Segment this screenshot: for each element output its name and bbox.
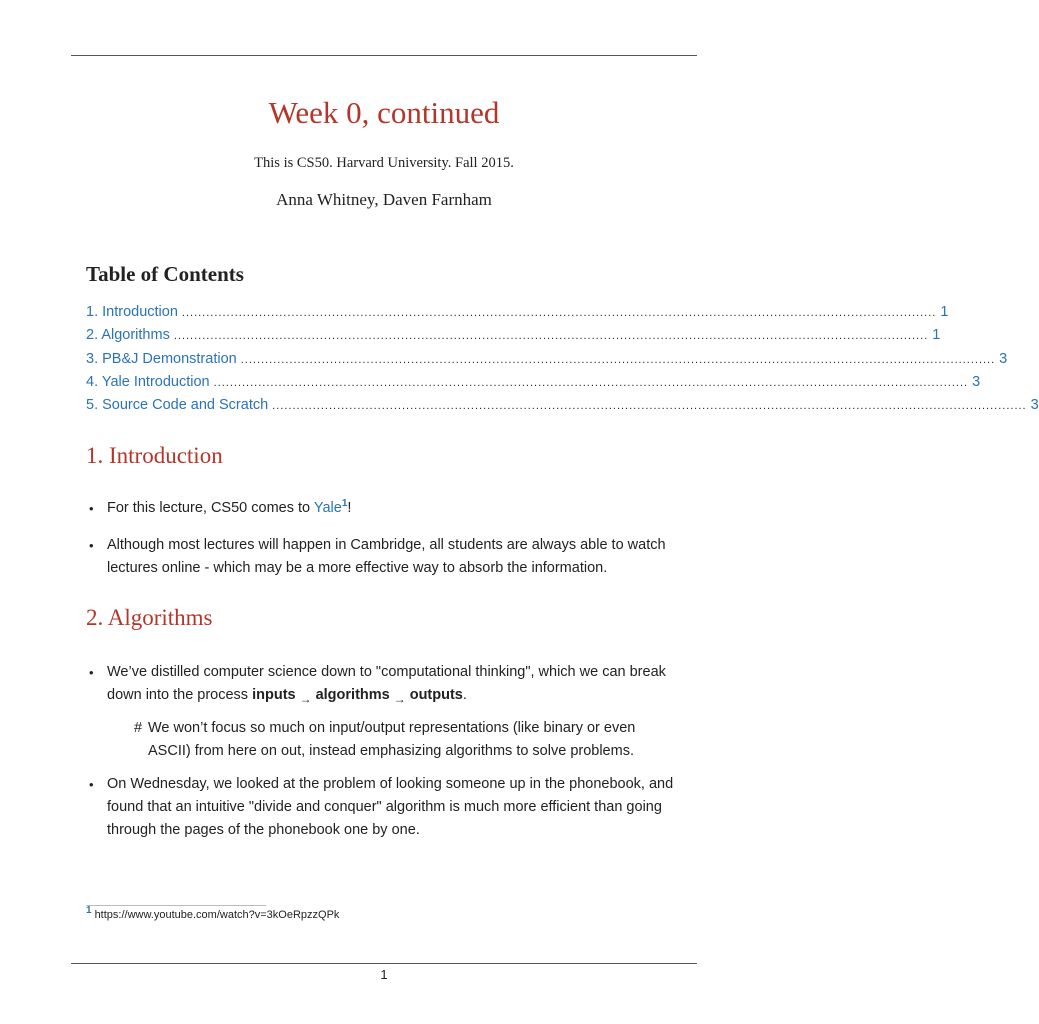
term-outputs: outputs — [409, 687, 463, 703]
bullet-text: We’ve distilled computer science down to "computational thinking", which we can break down into the process — [107, 664, 666, 703]
sub-note-text: We won’t focus so much on input/output representations (like binary or even ASCII) from here on out, instead emphasizing algorithms to solve problems. — [148, 720, 636, 759]
footnote-divider — [86, 905, 266, 906]
list-item — [86, 497, 681, 520]
arrow-icon: → — [299, 692, 312, 706]
section-heading-introduction: 1. Introduction — [86, 443, 223, 468]
algorithms-bullet-list — [86, 661, 681, 842]
toc-entry-label[interactable]: 1. Introduction — [86, 304, 178, 320]
term-algorithms: algorithms — [315, 687, 390, 703]
document-title: Week 0, continued — [268, 95, 500, 130]
list-item — [86, 773, 681, 842]
bullet-text-end: . — [462, 687, 467, 703]
toc-entry-page[interactable]: 3 — [999, 350, 1008, 367]
arrow-icon: → — [393, 692, 406, 706]
footnote-number: 1 — [86, 905, 92, 916]
toc-entry[interactable] — [86, 304, 949, 327]
footnote-url[interactable]: https://www.youtube.com/watch?v=3kOeRpzzQPk — [94, 909, 340, 921]
toc-leader-dots: .......................................................................................................................................................................................... — [173, 330, 929, 343]
document-subtitle: This is CS50. Harvard University. Fall 2015. — [254, 155, 514, 171]
toc-entry-label[interactable]: 3. PB&J Demonstration — [86, 350, 237, 367]
toc-leader-dots: .......................................................................................................................................................................................... — [181, 307, 937, 319]
toc-leader-dots: .......................................................................................................................................................................................... — [240, 353, 996, 366]
toc-entry[interactable] — [86, 373, 981, 397]
toc-heading: Table of Contents — [86, 262, 244, 286]
bottom-rule — [71, 963, 697, 964]
bullet-text-end: ! — [347, 500, 352, 516]
term-inputs: inputs — [252, 687, 296, 703]
toc-entry-page[interactable]: 3 — [972, 373, 981, 390]
bullet-text: Although most lectures will happen in Cambridge, all students are always able to watch lectures online - which may be a more effective way to absorb the information. — [107, 537, 666, 576]
toc-entry-page[interactable]: 3 — [1030, 397, 1039, 414]
toc-entry-page[interactable]: 1 — [940, 304, 949, 320]
hash-marker: # — [134, 720, 143, 736]
toc-leader-dots: .......................................................................................................................................................................................... — [213, 376, 969, 389]
top-rule — [71, 55, 697, 56]
bullet-text: On Wednesday, we looked at the problem of looking someone up in the phonebook, and found that an intuitive "divide and conquer" algorithm is much more efficient than going through the pages of the phonebook one by one. — [107, 776, 674, 838]
toc-leader-dots: .......................................................................................................................................................................................... — [272, 400, 1027, 413]
list-item — [86, 661, 681, 763]
toc-entry[interactable] — [86, 327, 941, 350]
introduction-bullet-list — [86, 497, 681, 594]
table-of-contents — [86, 304, 1039, 420]
document-authors: Anna Whitney, Daven Farnham — [276, 190, 492, 209]
sub-note — [107, 717, 681, 763]
list-item — [86, 534, 681, 580]
toc-entry-label[interactable]: 5. Source Code and Scratch — [86, 397, 269, 414]
footnote — [86, 905, 340, 921]
footnote-ref[interactable]: 1 — [341, 498, 348, 510]
toc-entry-page[interactable]: 1 — [932, 327, 941, 344]
yale-link[interactable]: Yale — [313, 500, 342, 516]
bullet-text: For this lecture, CS50 comes to — [107, 500, 314, 516]
page-number: 1 — [380, 967, 388, 982]
toc-entry-label[interactable]: 2. Algorithms — [86, 327, 170, 344]
section-heading-algorithms: 2. Algorithms — [86, 605, 213, 630]
toc-entry[interactable] — [86, 397, 1039, 420]
toc-entry-label[interactable]: 4. Yale Introduction — [86, 373, 210, 390]
toc-entry[interactable] — [86, 350, 1008, 374]
